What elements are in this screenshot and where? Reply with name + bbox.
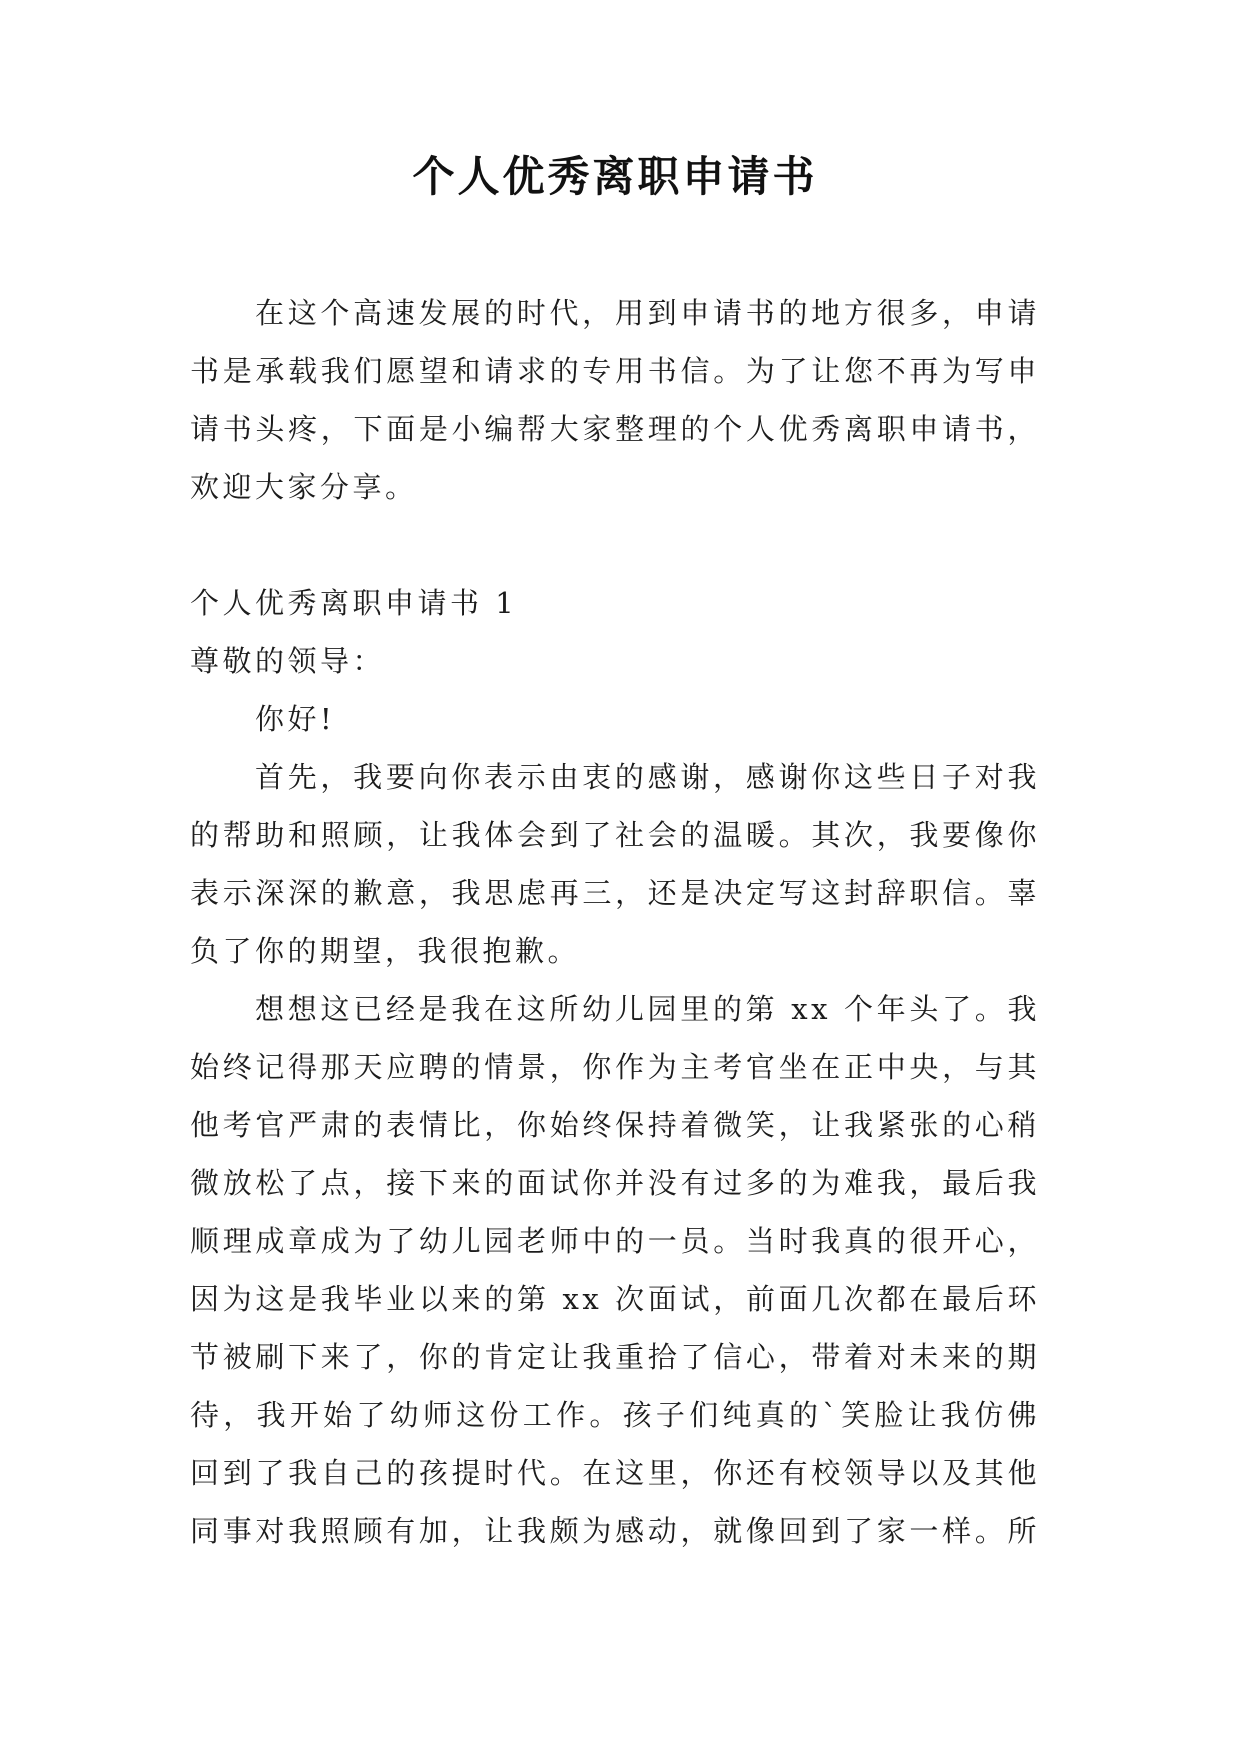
paragraph-line: 首先，我要向你表示由衷的感谢，感谢你这些日子对我 [255,760,1040,794]
paragraph-line: 负了你的期望，我很抱歉。 [190,934,581,968]
paragraph-line: 始终记得那天应聘的情景，你作为主考官坐在正中央，与其 [190,1050,1040,1084]
intro-line: 欢迎大家分享。 [190,470,418,504]
intro-paragraph [190,284,1040,516]
paragraph-line: 待，我开始了幼师这份工作。孩子们纯真的`笑脸让我仿佛 [190,1398,1040,1432]
letter-paragraph [190,980,1040,1560]
letter-paragraph [190,748,1040,980]
blank-line [190,516,1040,574]
intro-line: 请书头疼，下面是小编帮大家整理的个人优秀离职申请书， [190,412,1040,446]
paragraph-line: 顺理成章成为了幼儿园老师中的一员。当时我真的很开心， [190,1224,1040,1258]
intro-line: 在这个高速发展的时代，用到申请书的地方很多，申请 [255,296,1040,330]
paragraph-line: 他考官严肃的表情比，你始终保持着微笑，让我紧张的心稍 [190,1108,1040,1142]
document-body [190,284,1040,1560]
paragraph-line: 节被刷下来了，你的肯定让我重拾了信心，带着对未来的期 [190,1340,1040,1374]
document-title: 个人优秀离职申请书 [412,152,818,201]
paragraph-line: 微放松了点，接下来的面试你并没有过多的为难我，最后我 [190,1166,1040,1200]
paragraph-line: 的帮助和照顾，让我体会到了社会的温暖。其次，我要像你 [190,818,1040,852]
paragraph-line: 因为这是我毕业以来的第 xx 次面试，前面几次都在最后环 [190,1282,1040,1316]
letter-greeting: 你好! [255,702,336,736]
paragraph-line: 表示深深的歉意，我思虑再三，还是决定写这封辞职信。辜 [190,876,1040,910]
paragraph-line: 想想这已经是我在这所幼儿园里的第 xx 个年头了。我 [255,992,1040,1026]
paragraph-line: 回到了我自己的孩提时代。在这里，你还有校领导以及其他 [190,1456,1040,1490]
paragraph-line: 同事对我照顾有加，让我颇为感动，就像回到了家一样。所 [190,1514,1040,1548]
letter-salutation: 尊敬的领导： [190,644,386,678]
intro-line: 书是承载我们愿望和请求的专用书信。为了让您不再为写申 [190,354,1040,388]
letter-heading: 个人优秀离职申请书 1 [190,586,518,620]
